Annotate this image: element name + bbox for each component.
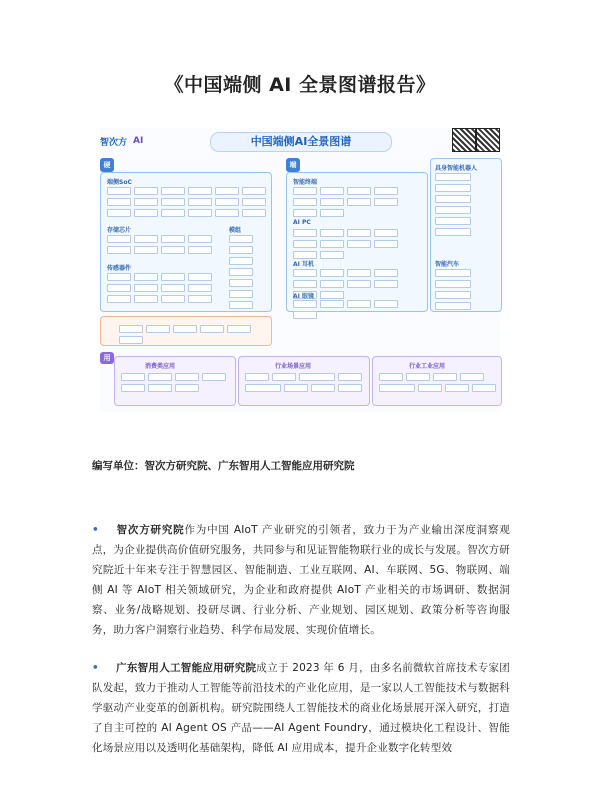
- map-banner: 中国端侧AI全景图谱: [210, 132, 392, 152]
- soc-chips: [107, 187, 267, 217]
- glasses-title: AI 眼镜: [293, 293, 314, 300]
- logo-left: 智次方: [100, 137, 128, 148]
- sensor-title: 传感器件: [107, 265, 132, 272]
- app3-chips: [379, 373, 497, 392]
- model-panel: [100, 316, 272, 346]
- logo-right: AI: [133, 136, 144, 146]
- sensor-chips: [107, 273, 217, 303]
- module-title: 模组: [229, 227, 242, 234]
- layer-device-label: 端: [286, 158, 300, 172]
- device-panel: [286, 172, 428, 312]
- paragraph-guangdong: [92, 658, 510, 758]
- app3-title: 行业工业应用: [409, 363, 446, 370]
- publisher-line: 编写单位：智次方研究院、广东智用人工智能应用研究院: [92, 460, 355, 472]
- layer-hardware-label: 硬: [100, 158, 114, 172]
- robot-chips: [435, 173, 499, 236]
- storage-title: 存储芯片: [107, 227, 132, 234]
- paragraph-body: 作为中国 AIoT 产业研究的引领者，致力于为产业输出深度洞察观点，为企业提供高价值研究服务，共同参与和见证智能物联行业的成长与发展。智次方研究院近十年来专注于智慧园区、智能制造、工业互联网、AI、车联网、5G、物联网、端侧 AI 等 AIoT 相关领域研究，为企业和政府提供 AIoT 产业相关的市场调研、数据洞察、业务/战略规划、投研尽调、行业分析、产业规划、园区规划、政策分析等咨询服务，助力客户洞察行业趋势、科学布局发展、实现价值增长。: [92, 524, 510, 636]
- qr-code-icon: [476, 128, 500, 152]
- bullet-icon: •: [92, 524, 99, 536]
- app2-chips: [245, 373, 365, 392]
- phone-chips: [293, 187, 423, 217]
- robot-auto-panel: [430, 158, 502, 312]
- pc-title: AI PC: [293, 219, 311, 226]
- app-panel-manufacturing: [372, 356, 502, 406]
- auto-title: 智能汽车: [435, 261, 460, 268]
- pc-chips: [293, 229, 423, 259]
- app1-title: 消费类应用: [145, 363, 176, 370]
- phone-title: 智能终端: [293, 179, 318, 186]
- app-panel-consumer: [114, 356, 236, 406]
- org-name: 广东智用人工智能应用研究院: [116, 662, 257, 674]
- layer-app-label: 用: [100, 352, 114, 364]
- robot-title: 具身智能机器人: [435, 165, 478, 172]
- auto-chips: [435, 269, 499, 310]
- paragraph-body: 成立于 2023 年 6 月，由多名前微软首席技术专家团队发起，致力于推动人工智能等前沿技术的产业化应用，是一家以人工智能技术与数据科学驱动产业变革的创新机构。研究院围绕人工智能技术的商业化场景展开深入研究，打造了自主可控的 AI Agent OS 产品——AI Agent Foundry，通过模块化工程设计、智能化场景应用以及透明化基础架构，降低 AI 应用成本，提升企业数字化转型效: [92, 662, 510, 754]
- app-panel-industry: [238, 356, 370, 406]
- qr-code-icon: [452, 128, 476, 152]
- app1-chips: [121, 373, 231, 392]
- storage-chips: [107, 235, 217, 254]
- paragraph-zhicifang: [92, 520, 510, 640]
- soc-title: 端侧SoC: [107, 179, 132, 186]
- module-chips: [229, 235, 263, 309]
- logos: [100, 130, 190, 152]
- document-title: 《中国端侧 AI 全景图谱报告》: [164, 74, 436, 96]
- bullet-icon: •: [92, 662, 99, 674]
- hardware-panel: [100, 172, 272, 312]
- model-chips: [119, 325, 269, 344]
- app2-title: 行业场景应用: [275, 363, 312, 370]
- org-name: 智次方研究院: [116, 524, 185, 536]
- glasses-chips: [293, 300, 423, 319]
- earphone-title: AI 耳机: [293, 261, 314, 268]
- landscape-map-image: [100, 128, 500, 412]
